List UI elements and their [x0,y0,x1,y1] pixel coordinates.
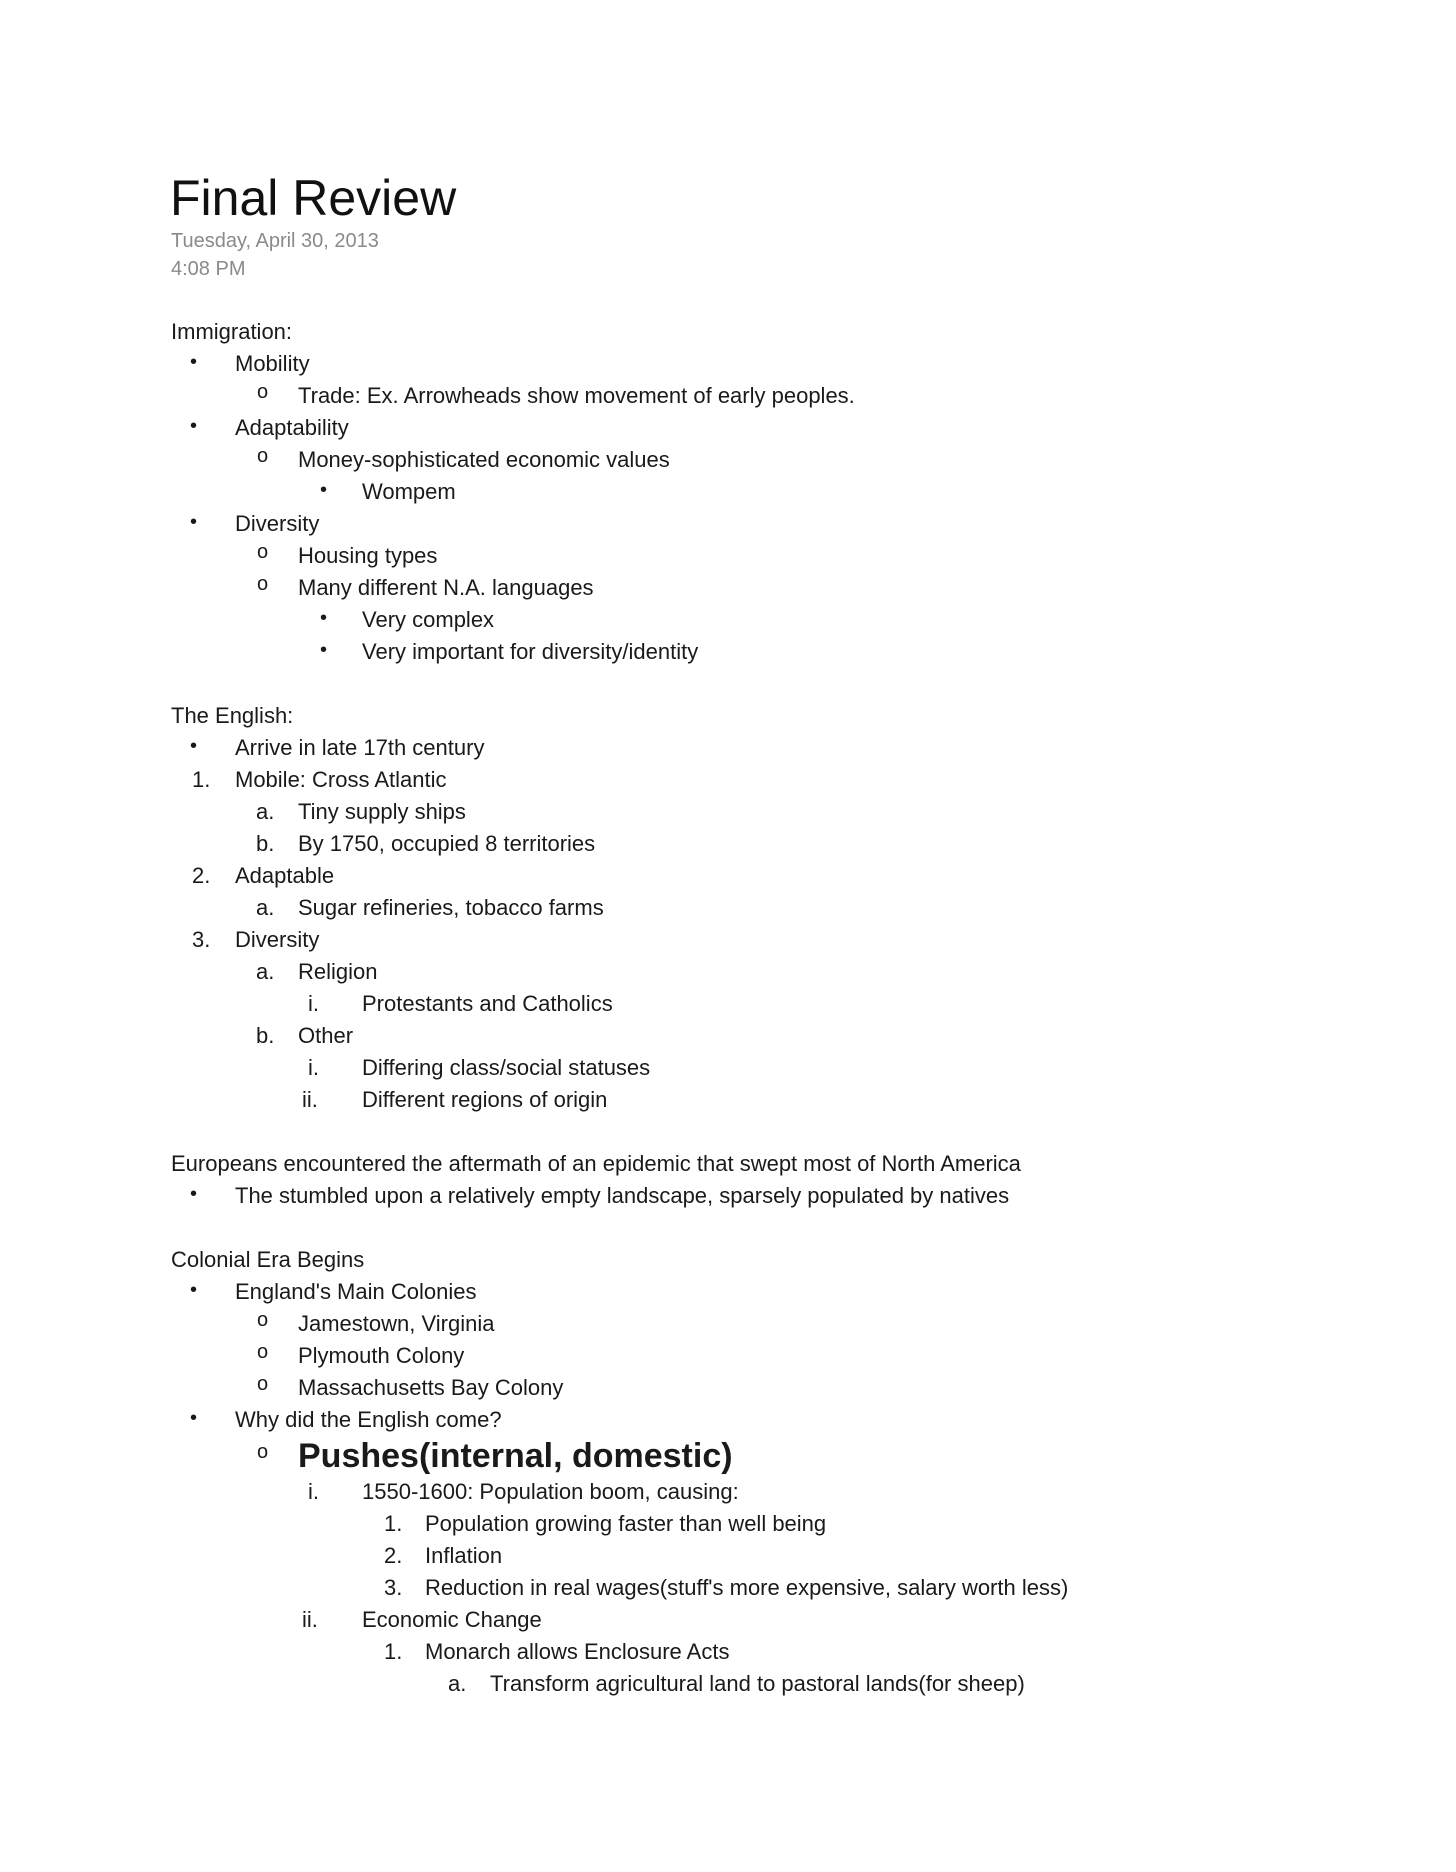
bullet-marker: • [190,1407,198,1429]
list-item: Very important for diversity/identity [362,639,699,664]
list-item: Other [298,1023,354,1048]
list-item: Trade: Ex. Arrowheads show movement of early peoples. [298,383,855,408]
list-item: Monarch allows Enclosure Acts [425,1639,730,1664]
list-item: By 1750, occupied 8 territories [298,831,596,856]
roman-marker: i. [308,991,319,1016]
list-item: Wompem [362,479,456,504]
bullet-marker: • [190,415,198,437]
roman-marker: ii. [302,1087,318,1112]
number-marker: 3. [192,927,211,952]
list-item-emphasis: Pushes(internal, domestic) [298,1437,733,1475]
list-item: Housing types [298,543,438,568]
list-item: Adaptable [235,863,335,888]
number-marker: 2. [384,1543,403,1568]
list-item: Different regions of origin [362,1087,608,1112]
roman-marker: i. [308,1479,319,1504]
letter-marker: a. [256,959,275,984]
list-item: Arrive in late 17th century [235,735,485,760]
letter-marker: a. [448,1671,467,1696]
bullet-marker: • [320,607,328,629]
list-item: Plymouth Colony [298,1343,465,1368]
bullet-marker: • [190,351,198,373]
bullet-marker: • [190,1279,198,1301]
circle-marker: o [257,445,269,467]
roman-marker: ii. [302,1607,318,1632]
list-item: Mobile: Cross Atlantic [235,767,447,792]
circle-marker: o [257,381,269,403]
page-time: 4:08 PM [171,258,246,280]
number-marker: 1. [384,1639,403,1664]
list-item: Diversity [235,927,320,952]
list-item: Reduction in real wages(stuff's more expensive, salary worth less) [425,1575,1069,1600]
list-item: Inflation [425,1543,503,1568]
number-marker: 3. [384,1575,403,1600]
list-item: 1550-1600: Population boom, causing: [362,1479,739,1504]
list-item: Protestants and Catholics [362,991,613,1016]
list-item: Tiny supply ships [298,799,466,824]
roman-marker: i. [308,1055,319,1080]
list-item: Jamestown, Virginia [298,1311,495,1336]
circle-marker: o [257,541,269,563]
list-item: Many different N.A. languages [298,575,594,600]
list-item: Sugar refineries, tobacco farms [298,895,604,920]
list-item: Transform agricultural land to pastoral lands(for sheep) [490,1671,1025,1696]
list-item: Economic Change [362,1607,542,1632]
bullet-marker: • [190,735,198,757]
section-heading-immigration: Immigration: [171,319,293,344]
circle-marker: o [257,1441,269,1463]
number-marker: 1. [384,1511,403,1536]
circle-marker: o [257,573,269,595]
list-item: Diversity [235,511,320,536]
number-marker: 1. [192,767,211,792]
list-item: Why did the English come? [235,1407,502,1432]
list-item: Differing class/social statuses [362,1055,651,1080]
number-marker: 2. [192,863,211,888]
bullet-marker: • [190,511,198,533]
letter-marker: b. [256,1023,275,1048]
bullet-marker: • [320,639,328,661]
section-heading-colonial: Colonial Era Begins [171,1247,365,1272]
list-item: Population growing faster than well being [425,1511,827,1536]
bullet-marker: • [320,479,328,501]
list-item: Mobility [235,351,310,376]
list-item: England's Main Colonies [235,1279,477,1304]
bullet-marker: • [190,1183,198,1205]
circle-marker: o [257,1341,269,1363]
list-item: Money-sophisticated economic values [298,447,670,472]
list-item: Adaptability [235,415,349,440]
section-heading-english: The English: [171,703,294,728]
section-heading-europeans: Europeans encountered the aftermath of an epidemic that swept most of North America [171,1151,1021,1176]
list-item: Religion [298,959,378,984]
list-item: Very complex [362,607,495,632]
page-title: Final Review [170,170,457,226]
letter-marker: a. [256,895,275,920]
letter-marker: b. [256,831,275,856]
circle-marker: o [257,1309,269,1331]
list-item: The stumbled upon a relatively empty landscape, sparsely populated by natives [235,1183,1010,1208]
circle-marker: o [257,1373,269,1395]
letter-marker: a. [256,799,275,824]
list-item: Massachusetts Bay Colony [298,1375,564,1400]
page-date: Tuesday, April 30, 2013 [171,230,379,252]
